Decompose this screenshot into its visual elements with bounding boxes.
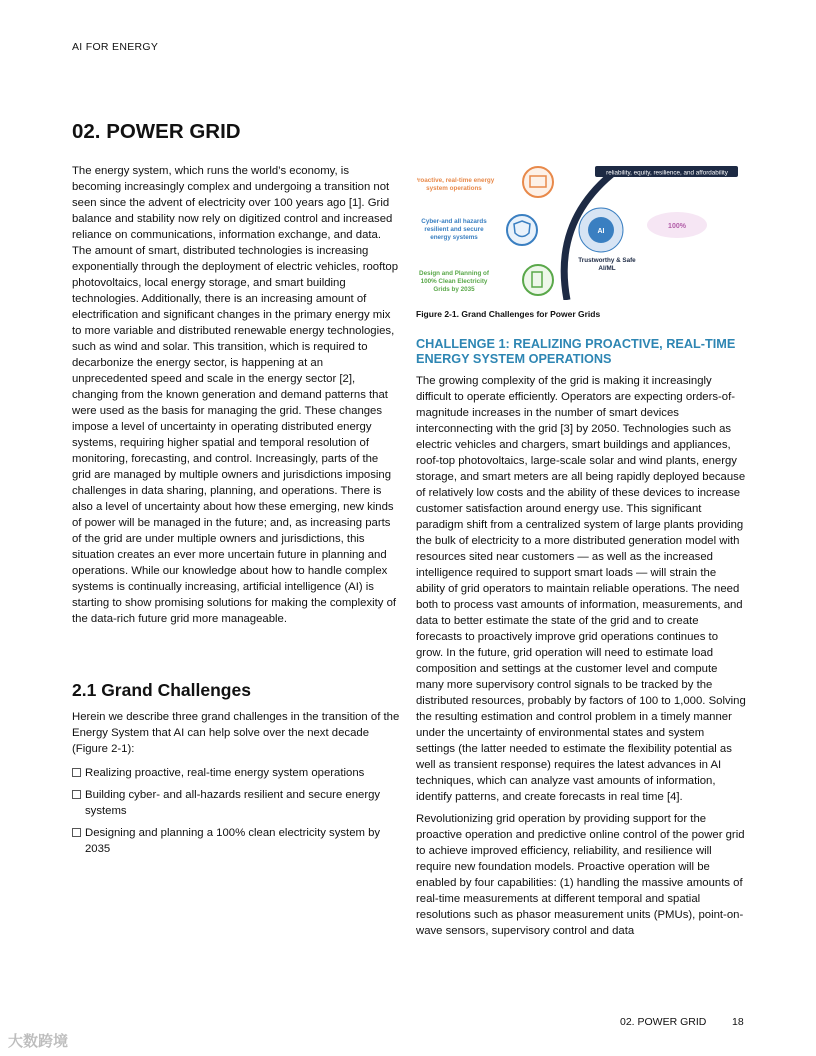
ai-core-text: AI: [597, 228, 605, 235]
checkbox-bullet-icon: [72, 828, 81, 837]
monitor-icon: [523, 167, 553, 197]
challenge-list: [72, 765, 400, 857]
section-intro: Herein we describe three grand challenges in the transition of the Energy System that AI can help solve over the next decade (Figure 2-1):: [72, 711, 400, 755]
shield-icon: [507, 215, 537, 245]
challenge-paragraph-2: Revolutionizing grid operation by providing support for the proactive operation and predictive online control of the power grid to achieve improved efficiency, reliability, and resilience will require new foundation models. Proactive operation will be enabled by four capabilities: (1) handling the massive amounts of real-time measurements at different temporal and spatial resolutions such as phasor measurement units (PMUs), point-on-wave sensors, supervisory control and data: [416, 813, 745, 937]
figure-grand-challenges: [417, 160, 747, 300]
right-column: [416, 373, 746, 939]
left-column: [72, 163, 400, 627]
arc-banner-text: reliability, equity, resilience, and affordability: [606, 169, 728, 177]
challenge-paragraph-1: The growing complexity of the grid is making it increasingly difficult to operate efficiently. Operators are expecting orders-of-magnitude increases in the number of smart devices interconnecting with the grid [3] by 2050. Technologies such as electric vehicles and chargers, smart buildings and appliances, roof-top photovoltaics, large-scale solar and wind plants, energy storage, and smart meters are all being rapidly deployed because of relatively low costs and the ability of these devices to increase customer satisfaction around energy use. This significant paradigm shift from a centralized system of large plants providing the bulk of electricity to a more distributed generation model with resources sited near customers — as well as the increased intelligence required to support smart loads — will strain the ability of grid operators to maintain reliable operations. The need both to process vast amounts of information, measurements, and data to better estimate the state of the grid and to create forecasts to proactively improve grid operations continues to grow. In the future, grid operation will need to estimate load composition and settings at the customer level and compute many more supervisory control signals to be tracked by the distributed resources, probably by factors of 100 to 1,000. Solving the resulting estimation and control problem in a timely manner under the uncertainty of environmental states and system settings (the latter needed to estimate the flexibility potential as well as transient response) requires the latest advances in AI techniques, which can analyze vast amounts of information, identify patterns, and create forecasts in real time [4].: [416, 375, 746, 803]
list-item-text: Realizing proactive, real-time energy system operations: [85, 767, 365, 779]
building-icon: [523, 265, 553, 295]
intro-paragraph: The energy system, which runs the world’s economy, is becoming increasingly complex and undergoing a transition not seen since the advent of electricity over 100 years ago [1]. Grid balance and stability now rely on digitized control and increased reliance on communications, information exchange, and data. The amount of smart, distributed technologies is increasing exponentially through the deployment of electric vehicles, rooftop photovoltaics, local energy storage, and smart building technologies. Additionally, there is an increasing amount of electrification and significant changes in the primary energy mix to more variable and distributed renewable energy technologies, such as wind and solar. This transition, which is required to decarbonize the energy sector, is happening at an unprecedented speed and scale in the energy sector [2], changing from the known generation and demand patterns that were used as the basis for managing the grid. These changes impose a level of uncertainty in operating distributed energy systems, requiring higher spatial and temporal resolution of monitoring, forecasting, and control. Increasingly, parts of the grid are managed by multiple owners and jurisdictions imposing challenges in data sharing, planning, and operations. There is also a level of uncertainty about how these emerging, new kinds of power will be managed in the future; and, as increasing parts of the grid are under multiple owners and jurisdictions, this situation creates an ever more uncertain future in planning and operations. While our knowledge about how to handle complex systems is continually increasing, artificial intelligence (AI) is starting to show promising solutions for making the complexity of the data-rich future grid more manageable.: [72, 165, 399, 625]
footer-section: 02. POWER GRID: [620, 1016, 707, 1028]
center-label-1: Trustworthy & Safe: [578, 257, 636, 264]
page-number: 18: [732, 1016, 744, 1028]
checkbox-bullet-icon: [72, 790, 81, 799]
figure-label-planning-3: Grids by 2035: [433, 286, 475, 293]
list-item: [72, 825, 400, 857]
list-item: [72, 765, 400, 781]
center-label-2: AI/ML: [598, 265, 616, 272]
checkbox-bullet-icon: [72, 768, 81, 777]
watermark: 大数跨境: [8, 1033, 69, 1050]
figure-diagram: [417, 160, 747, 300]
badge-value: 100%: [668, 223, 686, 230]
figure-label-planning-2: 100% Clean Electricity: [420, 278, 488, 285]
figure-label-cyber-3: energy systems: [430, 234, 478, 241]
figure-label-cyber-1: Cyber-and all hazards: [421, 218, 487, 225]
figure-label-operations-1: Proactive, real-time energy: [417, 177, 495, 184]
list-item-text: Building cyber- and all-hazards resilient and secure energy systems: [85, 789, 381, 817]
list-item-text: Designing and planning a 100% clean electricity system by 2035: [85, 827, 381, 855]
figure-caption: Figure 2-1. Grand Challenges for Power Grids: [416, 309, 601, 319]
figure-label-planning-1: Design and Planning of: [419, 270, 489, 277]
challenge-heading: CHALLENGE 1: REALIZING PROACTIVE, REAL-TIME ENERGY SYSTEM OPERATIONS: [416, 337, 736, 366]
section-intro-block: [72, 709, 400, 863]
chapter-title: 02. POWER GRID: [72, 120, 241, 143]
figure-label-cyber-2: resilient and secure: [424, 226, 484, 233]
figure-label-operations-2: system operations: [426, 185, 482, 192]
list-item: [72, 787, 400, 819]
running-header: AI FOR ENERGY: [72, 41, 159, 53]
section-heading: 2.1 Grand Challenges: [72, 680, 251, 700]
